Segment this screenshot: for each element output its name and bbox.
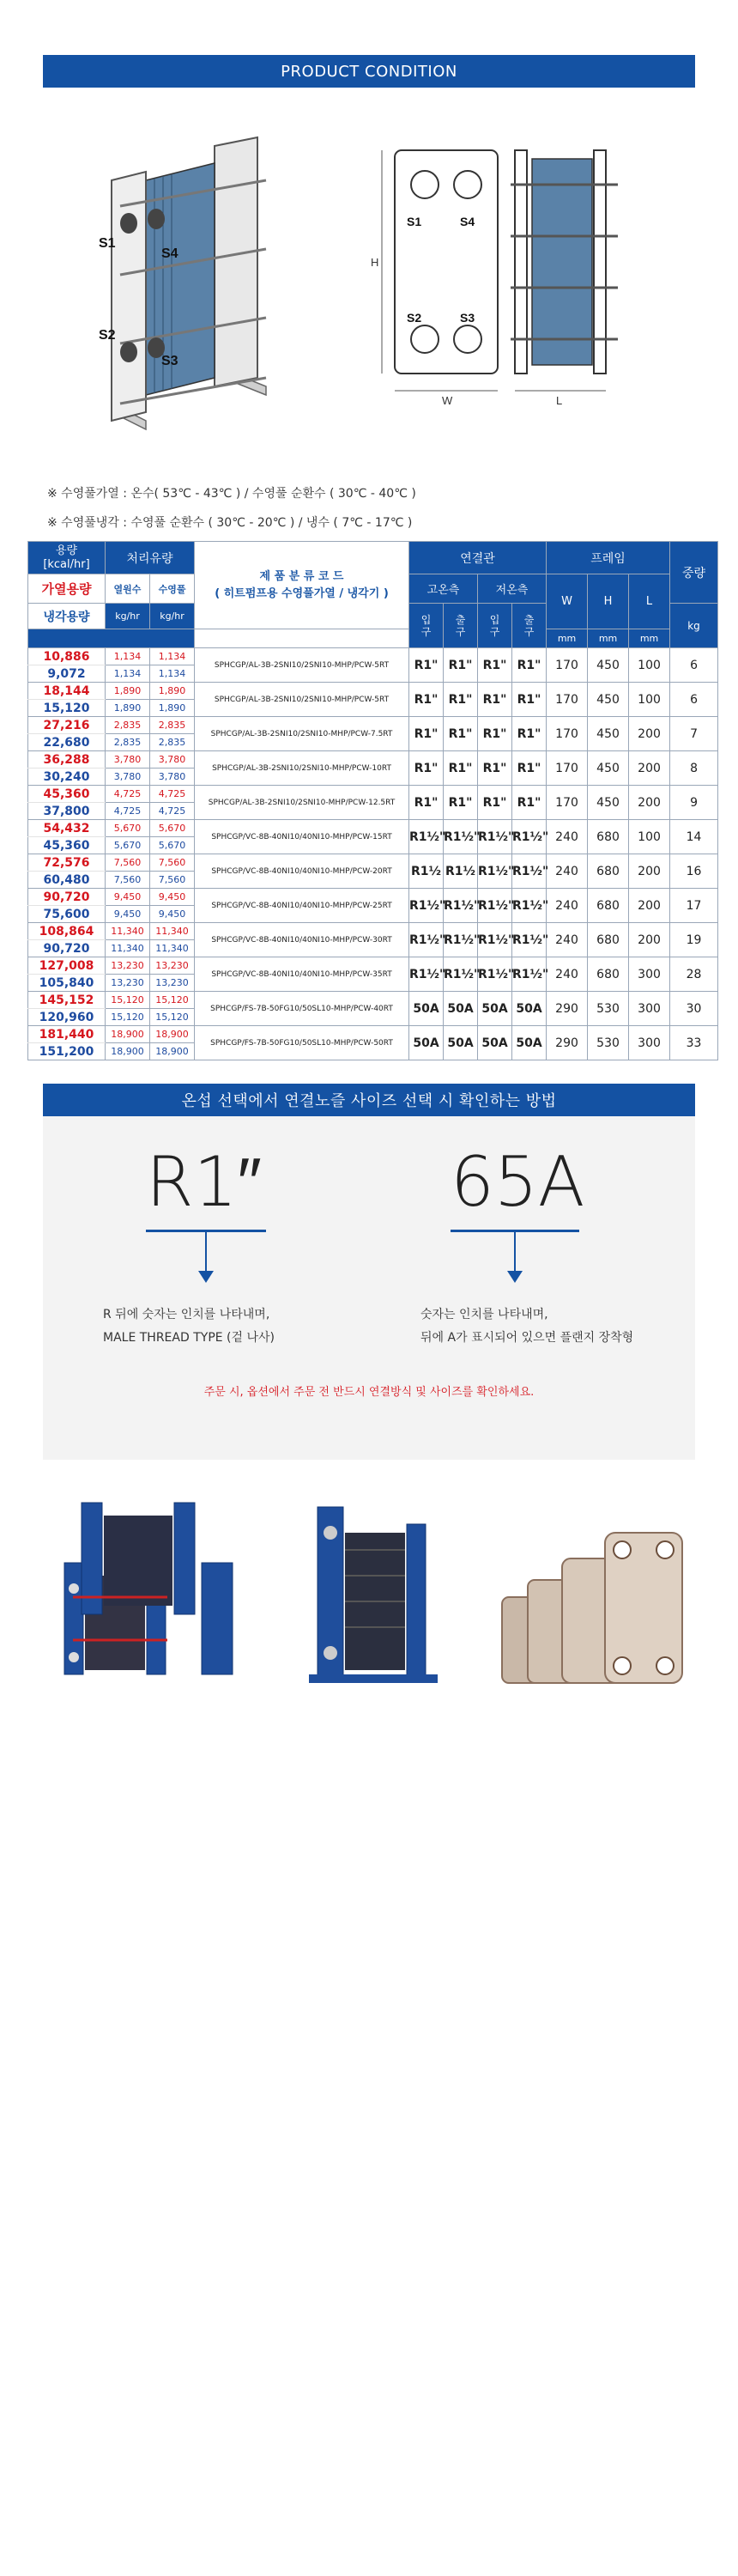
conn-low-outlet-cell: R1" <box>512 751 547 786</box>
head-frame-h: H <box>588 574 629 629</box>
head-flow: 처리유량 <box>106 542 195 574</box>
frame-w-cell: 170 <box>547 717 588 751</box>
head-kg: kg <box>670 604 718 648</box>
heating-capacity-cell: 72,576 <box>28 854 106 872</box>
heating-capacity-cell: 18,144 <box>28 683 106 700</box>
table-row <box>28 786 718 803</box>
port-label-s3: S3 <box>161 354 178 368</box>
dim-l-label: L <box>556 394 563 407</box>
conn-low-inlet-cell: R1" <box>478 751 512 786</box>
head-flow-unit-2: kg/hr <box>150 604 195 629</box>
table-row <box>28 648 718 665</box>
head-code: 제 품 분 류 코 드 ( 히트펌프용 수영풀가열 / 냉각기 ) <box>195 542 409 629</box>
flow-hot-cell: 11,340 <box>106 923 150 940</box>
nozzle-guide-panel <box>43 1116 695 1460</box>
gasket-plates-photo-icon <box>493 1520 699 1692</box>
front-label-s2: S2 <box>407 311 422 325</box>
conn-low-inlet-cell: 50A <box>478 992 512 1026</box>
frame-h-cell: 450 <box>588 648 629 683</box>
nozzle-example-thread: R1″ <box>146 1142 262 1222</box>
head-flow-unit-1: kg/hr <box>106 604 150 629</box>
head-weight: 중량 <box>670 542 718 604</box>
conn-hot-inlet-cell: R1" <box>409 648 444 683</box>
flow-hot-cell: 15,120 <box>106 992 150 1009</box>
conn-hot-outlet-cell: R1" <box>444 751 478 786</box>
table-row <box>28 957 718 975</box>
frame-l-cell: 100 <box>629 820 670 854</box>
frame-l-cell: 200 <box>629 786 670 820</box>
weight-cell: 16 <box>670 854 718 889</box>
conn-low-outlet-cell: R1½" <box>512 923 547 957</box>
flow-hot-cell: 3,780 <box>106 751 150 769</box>
cooling-capacity-cell: 120,960 <box>28 1009 106 1026</box>
frame-h-cell: 450 <box>588 751 629 786</box>
conn-hot-inlet-cell: 50A <box>409 992 444 1026</box>
head-frame: 프레임 <box>547 542 670 574</box>
cooling-capacity-cell: 45,360 <box>28 837 106 854</box>
flow-pool-cool-cell: 1,134 <box>150 665 195 683</box>
frame-w-cell: 170 <box>547 751 588 786</box>
flow-hot-cool-cell: 3,780 <box>106 769 150 786</box>
frame-l-cell: 300 <box>629 957 670 992</box>
flow-hot-cool-cell: 4,725 <box>106 803 150 820</box>
conn-low-outlet-cell: 50A <box>512 992 547 1026</box>
conn-hot-outlet-cell: R1" <box>444 717 478 751</box>
flow-hot-cell: 1,134 <box>106 648 150 665</box>
product-code-cell: SPHCGP/AL-3B-2SNI10/2SNI10-MHP/PCW-5RT <box>195 683 409 717</box>
front-label-s4: S4 <box>460 215 475 228</box>
weight-cell: 14 <box>670 820 718 854</box>
flow-pool-cell: 9,450 <box>150 889 195 906</box>
flow-hot-cool-cell: 11,340 <box>106 940 150 957</box>
conn-hot-outlet-cell: R1" <box>444 683 478 717</box>
head-capacity: 용량 [kcal/hr] <box>28 542 106 574</box>
frame-l-cell: 100 <box>629 683 670 717</box>
product-photo-pair-icon <box>47 1494 245 1692</box>
table-row <box>28 683 718 700</box>
flow-hot-cool-cell: 7,560 <box>106 872 150 889</box>
nozzle-guide-title: 온섭 선택에서 연결노즐 사이즈 선택 시 확인하는 방법 <box>43 1084 695 1116</box>
table-row <box>28 854 718 872</box>
frame-h-cell: 530 <box>588 1026 629 1060</box>
flow-pool-cool-cell: 1,890 <box>150 700 195 717</box>
weight-cell: 30 <box>670 992 718 1026</box>
conn-hot-inlet-cell: R1½ <box>409 854 444 889</box>
product-code-cell: SPHCGP/AL-3B-2SNI10/2SNI10-MHP/PCW-10RT <box>195 751 409 786</box>
conn-low-outlet-cell: R1" <box>512 786 547 820</box>
table-row <box>28 717 718 734</box>
frame-w-cell: 240 <box>547 854 588 889</box>
frame-l-cell: 200 <box>629 889 670 923</box>
flow-hot-cool-cell: 2,835 <box>106 734 150 751</box>
weight-cell: 8 <box>670 751 718 786</box>
weight-cell: 17 <box>670 889 718 923</box>
flow-pool-cell: 18,900 <box>150 1026 195 1043</box>
weight-cell: 28 <box>670 957 718 992</box>
head-outlet-2: 출구 <box>512 604 547 648</box>
conn-hot-outlet-cell: R1½" <box>444 820 478 854</box>
dim-h-label: H <box>371 256 379 269</box>
heating-capacity-cell: 10,886 <box>28 648 106 665</box>
flow-hot-cell: 5,670 <box>106 820 150 837</box>
table-row <box>28 923 718 940</box>
flow-pool-cool-cell: 4,725 <box>150 803 195 820</box>
flange-description: 숫자는 인치를 나타내며, 뒤에 A가 표시되어 있으면 플랜지 장착형 <box>420 1308 634 1345</box>
cooling-capacity-cell: 37,800 <box>28 803 106 820</box>
flow-pool-cool-cell: 13,230 <box>150 975 195 992</box>
frame-w-cell: 240 <box>547 957 588 992</box>
flange-arrow-stem <box>514 1231 516 1274</box>
heating-capacity-cell: 181,440 <box>28 1026 106 1043</box>
product-code-cell: SPHCGP/AL-3B-2SNI10/2SNI10-MHP/PCW-12.5RT <box>195 786 409 820</box>
conn-hot-inlet-cell: R1½" <box>409 820 444 854</box>
conn-low-outlet-cell: R1½" <box>512 820 547 854</box>
heating-capacity-cell: 127,008 <box>28 957 106 975</box>
frame-h-cell: 450 <box>588 683 629 717</box>
flow-pool-cell: 1,134 <box>150 648 195 665</box>
frame-h-cell: 680 <box>588 854 629 889</box>
thread-arrow-stem <box>205 1231 207 1274</box>
frame-l-cell: 200 <box>629 751 670 786</box>
conn-hot-outlet-cell: R1" <box>444 786 478 820</box>
flow-pool-cell: 13,230 <box>150 957 195 975</box>
thread-description: R 뒤에 숫자는 인치를 나타내며, MALE THREAD TYPE (겉 나사) <box>103 1308 275 1345</box>
port-label-s2: S2 <box>99 328 116 343</box>
frame-l-cell: 200 <box>629 923 670 957</box>
frame-w-cell: 290 <box>547 1026 588 1060</box>
flow-pool-cool-cell: 3,780 <box>150 769 195 786</box>
port-label-s4: S4 <box>161 246 178 261</box>
conn-low-outlet-cell: R1" <box>512 683 547 717</box>
flow-hot-cool-cell: 5,670 <box>106 837 150 854</box>
flow-pool-cool-cell: 18,900 <box>150 1043 195 1060</box>
frame-l-cell: 300 <box>629 1026 670 1060</box>
frame-w-cell: 290 <box>547 992 588 1026</box>
flow-pool-cell: 15,120 <box>150 992 195 1009</box>
table-row <box>28 1026 718 1043</box>
frame-l-cell: 200 <box>629 854 670 889</box>
product-code-cell: SPHCGP/AL-3B-2SNI10/2SNI10-MHP/PCW-7.5RT <box>195 717 409 751</box>
frame-w-cell: 170 <box>547 683 588 717</box>
product-code-cell: SPHCGP/VC-8B-40NI10/40NI10-MHP/PCW-25RT <box>195 889 409 923</box>
head-inlet-2: 입구 <box>478 604 512 648</box>
frame-h-cell: 680 <box>588 957 629 992</box>
head-heating-cap: 가열용량 <box>28 574 106 604</box>
weight-cell: 6 <box>670 648 718 683</box>
conn-low-inlet-cell: R1" <box>478 683 512 717</box>
front-label-s3: S3 <box>460 311 475 325</box>
flange-arrow-icon <box>507 1271 523 1283</box>
flow-pool-cool-cell: 15,120 <box>150 1009 195 1026</box>
frame-h-cell: 680 <box>588 889 629 923</box>
port-label-s1: S1 <box>99 236 116 251</box>
order-warning: 주문 시, 옵션에서 주문 전 반드시 연결방식 및 사이즈를 확인하세요. <box>203 1386 535 1399</box>
head-conn: 연결관 <box>409 542 547 574</box>
frame-l-cell: 100 <box>629 648 670 683</box>
conn-hot-outlet-cell: R1½ <box>444 854 478 889</box>
conn-hot-outlet-cell: 50A <box>444 1026 478 1060</box>
note-heating: ※ 수영풀가열 : 온수( 53℃ - 43℃ ) / 수영풀 순환수 ( 30℃ - 40℃ ) <box>47 487 416 501</box>
head-mm-2: mm <box>588 629 629 648</box>
conn-hot-outlet-cell: R1½" <box>444 957 478 992</box>
conn-low-outlet-cell: R1½" <box>512 854 547 889</box>
cooling-capacity-cell: 151,200 <box>28 1043 106 1060</box>
head-mm-1: mm <box>547 629 588 648</box>
cooling-capacity-cell: 75,600 <box>28 906 106 923</box>
heating-capacity-cell: 36,288 <box>28 751 106 769</box>
product-photo-single-icon <box>292 1498 455 1696</box>
table-row <box>28 889 718 906</box>
flow-pool-cool-cell: 5,670 <box>150 837 195 854</box>
heating-capacity-cell: 45,360 <box>28 786 106 803</box>
conn-hot-outlet-cell: R1" <box>444 648 478 683</box>
flow-hot-cool-cell: 9,450 <box>106 906 150 923</box>
product-condition-title: PRODUCT CONDITION <box>43 55 695 88</box>
conn-hot-inlet-cell: R1" <box>409 717 444 751</box>
product-code-cell: SPHCGP/VC-8B-40NI10/40NI10-MHP/PCW-15RT <box>195 820 409 854</box>
head-frame-l: L <box>629 574 670 629</box>
conn-low-inlet-cell: R1" <box>478 648 512 683</box>
conn-low-outlet-cell: R1½" <box>512 889 547 923</box>
head-mm-3: mm <box>629 629 670 648</box>
head-outlet-1: 출구 <box>444 604 478 648</box>
conn-hot-inlet-cell: R1½" <box>409 889 444 923</box>
conn-low-inlet-cell: 50A <box>478 1026 512 1060</box>
weight-cell: 7 <box>670 717 718 751</box>
flow-pool-cool-cell: 2,835 <box>150 734 195 751</box>
flow-hot-cell: 7,560 <box>106 854 150 872</box>
table-row <box>28 751 718 769</box>
weight-cell: 9 <box>670 786 718 820</box>
head-flow-hot: 열원수 <box>106 574 150 604</box>
head-flow-pool: 수영풀 <box>150 574 195 604</box>
frame-w-cell: 170 <box>547 786 588 820</box>
flow-pool-cell: 1,890 <box>150 683 195 700</box>
conn-hot-inlet-cell: R1½" <box>409 957 444 992</box>
cooling-capacity-cell: 30,240 <box>28 769 106 786</box>
cooling-capacity-cell: 105,840 <box>28 975 106 992</box>
cooling-capacity-cell: 9,072 <box>28 665 106 683</box>
product-code-cell: SPHCGP/VC-8B-40NI10/40NI10-MHP/PCW-35RT <box>195 957 409 992</box>
product-code-cell: SPHCGP/FS-7B-50FG10/50SL10-MHP/PCW-40RT <box>195 992 409 1026</box>
head-conn-hot: 고온측 <box>409 574 478 604</box>
head-cooling-cap: 냉각용량 <box>28 604 106 629</box>
front-label-s1: S1 <box>407 215 422 228</box>
frame-h-cell: 450 <box>588 786 629 820</box>
flow-hot-cool-cell: 18,900 <box>106 1043 150 1060</box>
flow-pool-cell: 3,780 <box>150 751 195 769</box>
conn-low-inlet-cell: R1½" <box>478 820 512 854</box>
conn-hot-inlet-cell: R1½" <box>409 923 444 957</box>
conn-low-inlet-cell: R1½" <box>478 957 512 992</box>
flow-pool-cell: 2,835 <box>150 717 195 734</box>
conn-low-inlet-cell: R1" <box>478 717 512 751</box>
product-code-cell: SPHCGP/AL-3B-2SNI10/2SNI10-MHP/PCW-5RT <box>195 648 409 683</box>
cooling-capacity-cell: 15,120 <box>28 700 106 717</box>
spec-table <box>27 541 718 1060</box>
conn-low-inlet-cell: R1½" <box>478 923 512 957</box>
heating-capacity-cell: 108,864 <box>28 923 106 940</box>
heating-capacity-cell: 54,432 <box>28 820 106 837</box>
head-inlet-1: 입구 <box>409 604 444 648</box>
table-row <box>28 820 718 837</box>
product-code-cell: SPHCGP/VC-8B-40NI10/40NI10-MHP/PCW-20RT <box>195 854 409 889</box>
flow-pool-cell: 4,725 <box>150 786 195 803</box>
flow-hot-cool-cell: 13,230 <box>106 975 150 992</box>
frame-w-cell: 170 <box>547 648 588 683</box>
frame-l-cell: 300 <box>629 992 670 1026</box>
flow-pool-cell: 11,340 <box>150 923 195 940</box>
heating-capacity-cell: 90,720 <box>28 889 106 906</box>
cooling-capacity-cell: 60,480 <box>28 872 106 889</box>
conn-low-inlet-cell: R1½" <box>478 854 512 889</box>
cooling-capacity-cell: 90,720 <box>28 940 106 957</box>
frame-l-cell: 200 <box>629 717 670 751</box>
heating-capacity-cell: 145,152 <box>28 992 106 1009</box>
weight-cell: 19 <box>670 923 718 957</box>
conn-low-outlet-cell: 50A <box>512 1026 547 1060</box>
frame-h-cell: 680 <box>588 820 629 854</box>
conn-low-inlet-cell: R1½" <box>478 889 512 923</box>
heat-exchanger-isometric-figure <box>94 129 318 438</box>
conn-hot-outlet-cell: 50A <box>444 992 478 1026</box>
conn-low-outlet-cell: R1" <box>512 648 547 683</box>
flow-hot-cool-cell: 15,120 <box>106 1009 150 1026</box>
conn-hot-inlet-cell: 50A <box>409 1026 444 1060</box>
flow-pool-cool-cell: 7,560 <box>150 872 195 889</box>
frame-w-cell: 240 <box>547 889 588 923</box>
nozzle-example-flange: 65A <box>451 1142 585 1222</box>
weight-cell: 6 <box>670 683 718 717</box>
flow-hot-cell: 9,450 <box>106 889 150 906</box>
flow-pool-cell: 7,560 <box>150 854 195 872</box>
flow-hot-cell: 13,230 <box>106 957 150 975</box>
table-row <box>28 992 718 1009</box>
flow-hot-cell: 18,900 <box>106 1026 150 1043</box>
conn-hot-inlet-cell: R1" <box>409 751 444 786</box>
cooling-capacity-cell: 22,680 <box>28 734 106 751</box>
frame-w-cell: 240 <box>547 820 588 854</box>
dim-w-label: W <box>442 394 453 407</box>
head-conn-low: 저온측 <box>478 574 547 604</box>
conn-low-inlet-cell: R1" <box>478 786 512 820</box>
conn-low-outlet-cell: R1½" <box>512 957 547 992</box>
flow-hot-cell: 1,890 <box>106 683 150 700</box>
flow-hot-cell: 2,835 <box>106 717 150 734</box>
frame-h-cell: 530 <box>588 992 629 1026</box>
flow-pool-cool-cell: 11,340 <box>150 940 195 957</box>
heat-exchanger-dimension-drawing <box>369 133 644 408</box>
flow-hot-cool-cell: 1,890 <box>106 700 150 717</box>
frame-w-cell: 240 <box>547 923 588 957</box>
conn-hot-inlet-cell: R1" <box>409 786 444 820</box>
flow-pool-cool-cell: 9,450 <box>150 906 195 923</box>
flow-hot-cell: 4,725 <box>106 786 150 803</box>
weight-cell: 33 <box>670 1026 718 1060</box>
flow-pool-cell: 5,670 <box>150 820 195 837</box>
conn-hot-outlet-cell: R1½" <box>444 889 478 923</box>
conn-low-outlet-cell: R1" <box>512 717 547 751</box>
product-code-cell: SPHCGP/VC-8B-40NI10/40NI10-MHP/PCW-30RT <box>195 923 409 957</box>
frame-h-cell: 450 <box>588 717 629 751</box>
head-frame-w: W <box>547 574 588 629</box>
product-code-cell: SPHCGP/FS-7B-50FG10/50SL10-MHP/PCW-50RT <box>195 1026 409 1060</box>
conn-hot-outlet-cell: R1½" <box>444 923 478 957</box>
thread-arrow-icon <box>198 1271 214 1283</box>
conn-hot-inlet-cell: R1" <box>409 683 444 717</box>
heating-capacity-cell: 27,216 <box>28 717 106 734</box>
frame-h-cell: 680 <box>588 923 629 957</box>
flow-hot-cool-cell: 1,134 <box>106 665 150 683</box>
spec-table-body <box>28 648 718 1060</box>
note-cooling: ※ 수영풀냉각 : 수영풀 순환수 ( 30℃ - 20℃ ) / 냉수 ( 7℃ - 17℃ ) <box>47 516 413 530</box>
